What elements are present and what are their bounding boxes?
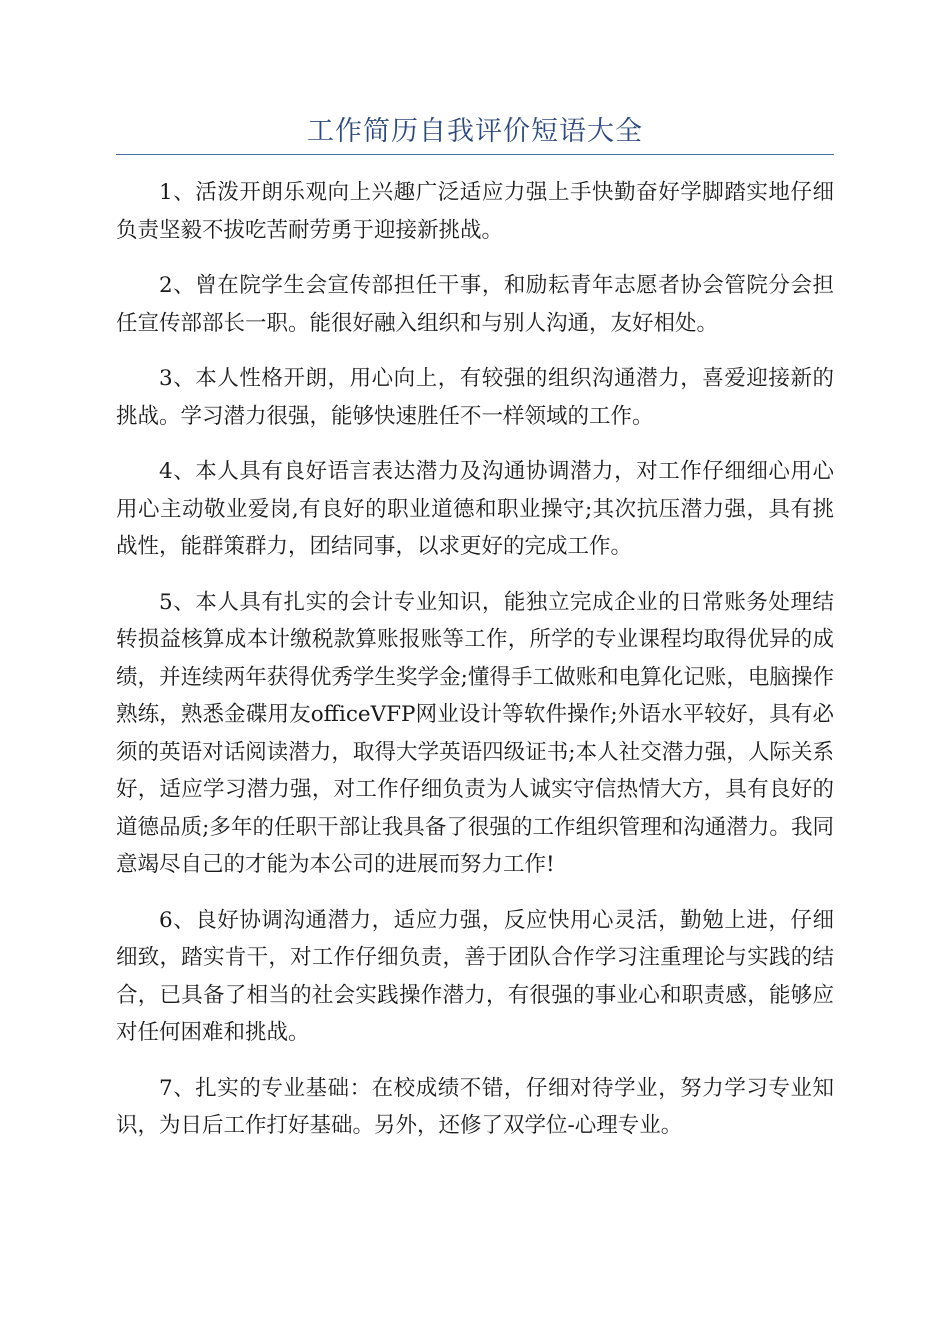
- paragraph-5: 5、本人具有扎实的会计专业知识，能独立完成企业的日常账务处理结转损益核算成本计缴税款算账报账等工作，所学的专业课程均取得优异的成绩，并连续两年获得优秀学生奖学金;懂得手工做账和电算化记账，电脑操作熟练，熟悉金碟用友officeVFP网业设计等软件操作;外语水平较好，具有必须的英语对话阅读潜力，取得大学英语四级证书;本人社交潜力强，人际关系好，适应学习潜力强，对工作仔细负责为人诚实守信热情大方，具有良好的道德品质;多年的任职干部让我具备了很强的工作组织管理和沟通潜力。我同意竭尽自己的才能为本公司的进展而努力工作!: [116, 589, 834, 877]
- paragraph-3: 3、本人性格开朗，用心向上，有较强的组织沟通潜力，喜爱迎接新的挑战。学习潜力很强，能够快速胜任不一样领域的工作。: [116, 366, 834, 429]
- paragraph-2: 2、曾在院学生会宣传部担任干事，和励耘青年志愿者协会管院分会担任宣传部部长一职。能很好融入组织和与别人沟通，友好相处。: [116, 273, 834, 336]
- paragraph-1: 1、活泼开朗乐观向上兴趣广泛适应力强上手快勤奋好学脚踏实地仔细负责坚毅不拔吃苦耐劳勇于迎接新挑战。: [116, 180, 834, 243]
- paragraph-7: 7、扎实的专业基础：在校成绩不错，仔细对待学业，努力学习专业知识，为日后工作打好基础。另外，还修了双学位-心理专业。: [116, 1075, 834, 1138]
- paragraph-6: 6、良好协调沟通潜力，适应力强，反应快用心灵活，勤勉上进，仔细细致，踏实肯干，对工作仔细负责，善于团队合作学习注重理论与实践的结合，已具备了相当的社会实践操作潜力，有很强的事业心和职责感，能够应对任何困难和挑战。: [116, 907, 834, 1045]
- paragraph-4: 4、本人具有良好语言表达潜力及沟通协调潜力，对工作仔细细心用心用心主动敬业爱岗,有良好的职业道德和职业操守;其次抗压潜力强，具有挑战性，能群策群力，团结同事，以求更好的完成工作。: [116, 459, 834, 559]
- document-title: 工作简历自我评价短语大全: [307, 116, 643, 147]
- title-underline: [116, 154, 834, 155]
- document-body: [116, 174, 834, 1163]
